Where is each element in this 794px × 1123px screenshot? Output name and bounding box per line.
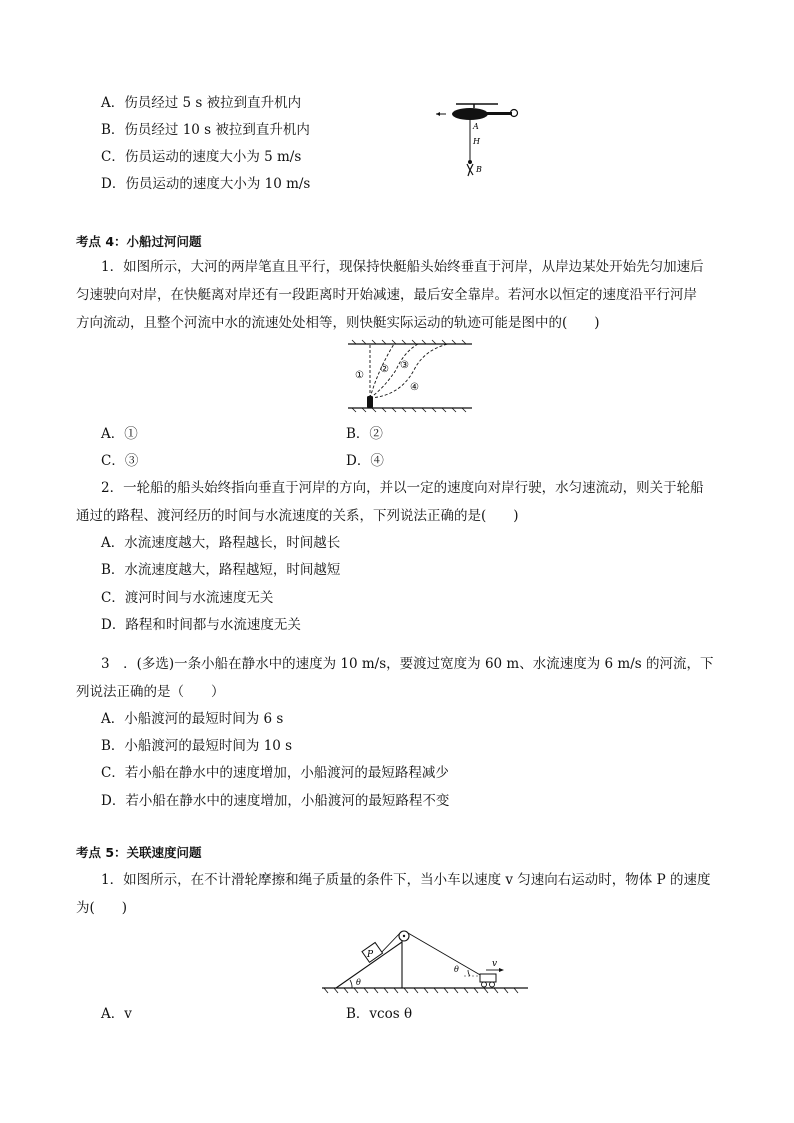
s4-q1-line-2: 匀速驶向对岸，在快艇离对岸还有一段距离时开始减速，最后安全靠岸。若河水以恒定的速度沿平行河岸: [76, 287, 697, 303]
section-4-heading: 考点 4：小船过河问题: [76, 234, 202, 249]
s4-q1-option-a: A．①: [101, 426, 138, 442]
s4-q3-option-d: D．若小船在静水中的速度增加，小船渡河的最短路程不变: [101, 793, 450, 809]
s4-q2-option-a: A．水流速度越大，路程越长，时间越长: [101, 535, 341, 551]
helicopter-figure: [432, 100, 532, 180]
s5-q1-option-b: B．vcos θ: [346, 1006, 413, 1022]
s4-q1-line-3: 方向流动，且整个河流中水的流速处处相等，则快艇实际运动的轨迹可能是图中的( ): [76, 315, 600, 331]
s4-q2-line-1: 2．一轮船的船头始终指向垂直于河岸的方向，并以一定的速度向对岸行驶，水匀速流动，则关于轮船: [101, 480, 704, 496]
label-v: v: [492, 959, 498, 969]
section-5-heading: 考点 5：关联速度问题: [76, 845, 202, 860]
river-figure: [348, 340, 472, 412]
s4-q3-option-c: C．若小船在静水中的速度增加，小船渡河的最短路程减少: [101, 765, 449, 781]
option-d: D．伤员运动的速度大小为 10 m/s: [101, 176, 311, 192]
s5-q1-option-a: A．v: [101, 1006, 132, 1022]
s4-q2-option-d: D．路程和时间都与水流速度无关: [101, 617, 301, 633]
pulley-figure: [322, 926, 528, 996]
path-label-2: ②: [380, 364, 389, 375]
label-theta-left: θ: [356, 978, 361, 987]
label-a: A: [473, 122, 479, 131]
s4-q3-option-b: B．小船渡河的最短时间为 10 s: [101, 738, 293, 754]
s5-q1-line-1: 1．如图所示，在不计滑轮摩擦和绳子质量的条件下，当小车以速度 v 匀速向右运动时，物体 P 的速度: [101, 872, 711, 888]
option-b: B．伤员经过 10 s 被拉到直升机内: [101, 122, 310, 138]
s4-q3-line-2: 列说法正确的是（ ）: [76, 684, 225, 700]
option-c: C．伤员运动的速度大小为 5 m/s: [101, 149, 302, 165]
path-label-1: ①: [355, 370, 364, 381]
path-label-3: ③: [400, 360, 409, 371]
s4-q3-option-a: A．小船渡河的最短时间为 6 s: [101, 711, 284, 727]
s4-q1-option-b: B．②: [346, 426, 383, 442]
path-label-4: ④: [410, 382, 419, 393]
s4-q1-line-1: 1．如图所示，大河的两岸笔直且平行，现保持快艇船头始终垂直于河岸，从岸边某处开始先匀加速后: [101, 259, 704, 275]
s4-q2-line-2: 通过的路程、渡河经历的时间与水流速度的关系，下列说法正确的是( ): [76, 508, 519, 524]
s4-q1-option-c: C．③: [101, 453, 139, 469]
label-b: B: [476, 165, 482, 174]
s4-q2-option-b: B．水流速度越大，路程越短，时间越短: [101, 562, 341, 578]
option-a: A．伤员经过 5 s 被拉到直升机内: [101, 95, 302, 111]
label-theta-right: θ: [454, 965, 459, 974]
s5-q1-line-2: 为( ): [76, 900, 128, 916]
label-h: H: [473, 137, 480, 146]
s4-q2-option-c: C．渡河时间与水流速度无关: [101, 590, 274, 606]
label-p: P: [367, 950, 374, 960]
s4-q1-option-d: D．④: [346, 453, 384, 469]
s4-q3-line-1: 3 ．(多选)一条小船在静水中的速度为 10 m/s，要渡过宽度为 60 m、水流速度为 6 m/s 的河流，下: [101, 656, 714, 672]
